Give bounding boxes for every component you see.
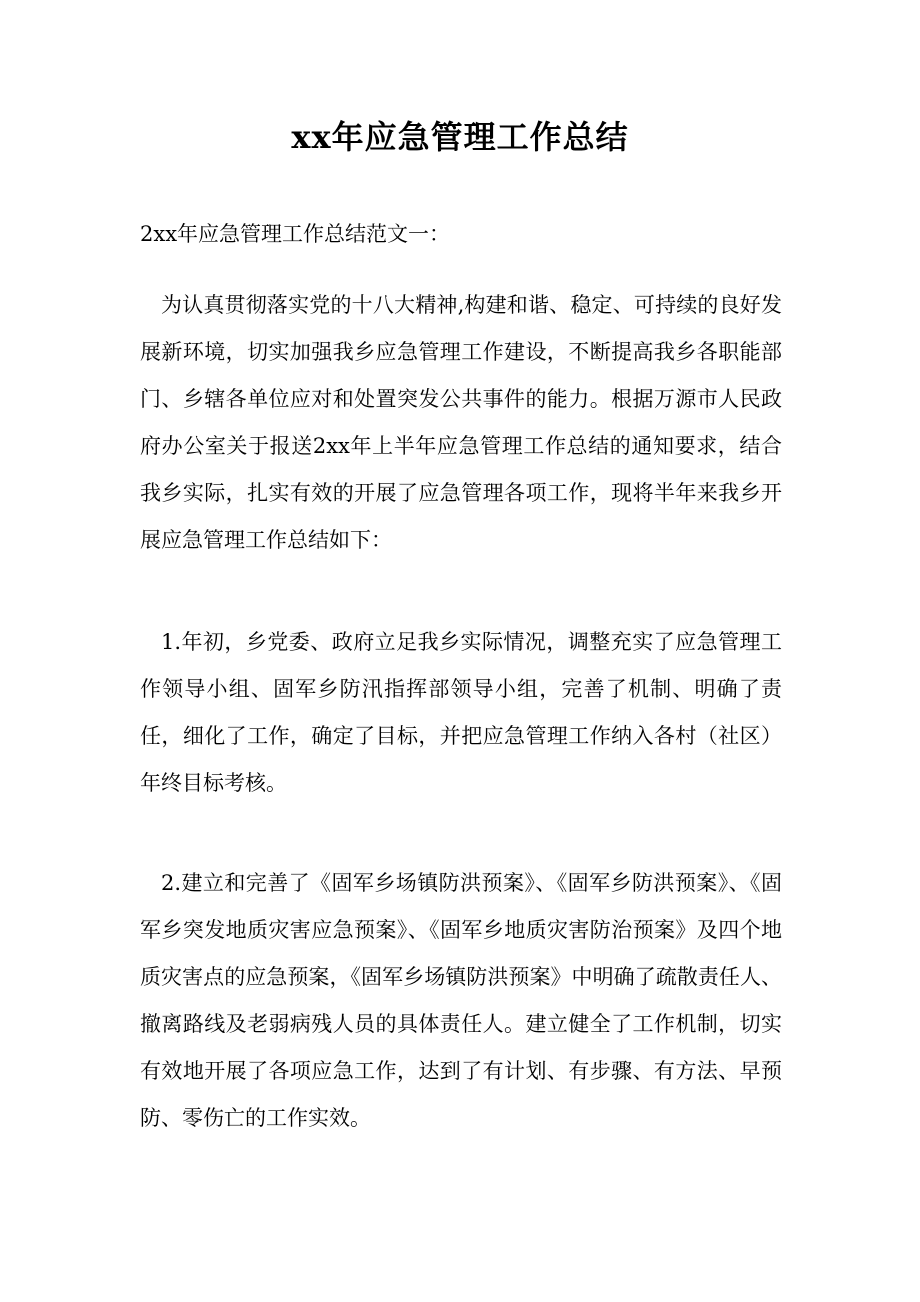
document-title: xx年应急管理工作总结 <box>291 118 629 156</box>
paragraph-item-1: 1.年初，乡党委、政府立足我乡实际情况，调整充实了应急管理工作领导小组、固军乡防汛指挥部领导小组，完善了机制、明确了责任，细化了工作，确定了目标，并把应急管理工作纳入各村（社区）年终目标考核。 <box>140 630 782 795</box>
paragraph-intro: 为认真贯彻落实党的十八大精神,构建和谐、稳定、可持续的良好发展新环境，切实加强我乡应急管理工作建设，不断提高我乡各职能部门、乡辖各单位应对和处置突发公共事件的能力。根据万源市人民政府办公室关于报送2xx年上半年应急管理工作总结的通知要求，结合我乡实际，扎实有效的开展了应急管理各项工作，现将半年来我乡开展应急管理工作总结如下： <box>140 293 782 552</box>
document-subtitle: 2xx年应急管理工作总结范文一： <box>140 222 451 246</box>
paragraph-item-2: 2.建立和完善了《固军乡场镇防洪预案》、《固军乡防洪预案》、《固军乡突发地质灾害应急预案》、《固军乡地质灾害防治预案》及四个地质灾害点的应急预案，《固军乡场镇防洪预案》中明确了疏散责任人、撤离路线及老弱病残人员的具体责任人。建立健全了工作机制，切实有效地开展了各项应急工作，达到了有计划、有步骤、有方法、早预防、零伤亡的工作实效。 <box>140 871 782 1130</box>
